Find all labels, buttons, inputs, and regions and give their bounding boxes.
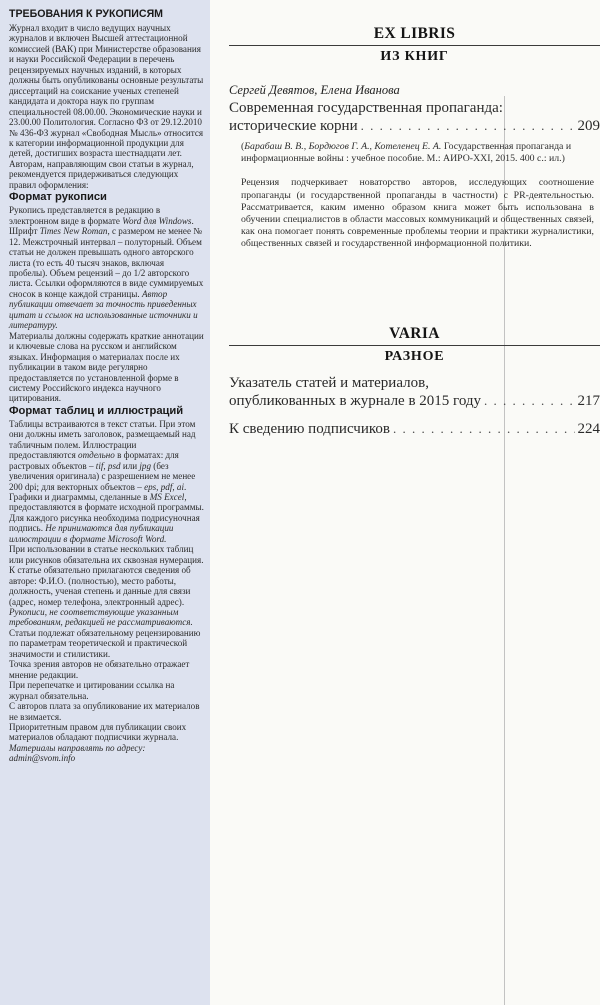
requirements-sidebar (0, 0, 210, 1005)
section-subtitle: ИЗ КНИГ (380, 49, 449, 64)
bibliographic-reference: (Барабаш В. В., Бордюгов Г. А., Котеленец Е. А. Государственная пропаганда и информационные войны : учебное пособие. М.: АИРО-XXI, 2015. 400 с.: ил.) (241, 141, 572, 165)
section-subtitle: РАЗНОЕ (384, 349, 445, 364)
entry-authors: Сергей Девятов, Елена Иванова (229, 83, 400, 97)
entry-title-line-1: Указатель статей и материалов, (229, 375, 429, 391)
dot-leader (393, 420, 575, 438)
contact-paragraph: Материалы направлять по адресу: admin@svom.info (9, 742, 146, 764)
author-info-paragraph: К статье обязательно прилагаются сведения об авторе: Ф.И.О. (полностью), место работы, должность, ученая степень и данные для связи (адрес, номер телефона, электронный адрес). (9, 565, 191, 607)
section-divider (229, 345, 600, 346)
toc-entry-index (229, 374, 600, 410)
reprint-paragraph: При перепечатке и цитировании ссылка на журнал обязательна. (9, 680, 175, 701)
toc-entry-subscribers (229, 420, 600, 438)
tables-heading: Формат таблиц и иллюстраций (9, 404, 184, 417)
review-annotation: Рецензия подчеркивает новаторство авторов, исследующих соотношение пропаганды (и государственной пропаганды в частности) с PR-деятельностью. Рассматривается, каким именно образом книга может быть использована в обучении специалистов в области массовых коммуникаций и общественных связей, как она помогает понять современные проблемы теории и практики журналистики, общественных связей и государственной информационной политики. (241, 177, 594, 250)
tables-paragraph-2: При использовании в статье нескольких таблиц или рисунков обязательна их сквозная нумерация. (9, 544, 204, 565)
page-number: 224 (577, 421, 600, 437)
entry-title-line-1: Современная государственная пропаганда: (229, 100, 503, 116)
tables-paragraph: Таблицы встраиваются в текст статьи. При этом они должны иметь заголовок, размещаемый над табличным полем. Иллюстрации предоставляются отдельно в форматах: для растровых объектов – tif, psd или jpg (без увеличения оригинала) с разрешением не менее 200 dpi; для векторных объектов – eps, pdf, ai. Графики и диаграммы, сделанные в MS Excel, предоставляются в формате исходной программы. Для каждого рисунка необходима подрисуночная подпись. Не принимаются для публикации иллюстрации в формате Microsoft Word. (9, 418, 204, 544)
entry-title-line-2: опубликованных в журнале в 2015 году . . . 217 (229, 392, 600, 410)
sidebar-title: ТРЕБОВАНИЯ К РУКОПИСЯМ (9, 8, 164, 20)
format-paragraph-2: Материалы должны содержать краткие аннотации и ключевые слова на русском и английском языках. Информация о материалах после их публикации в таком виде регулярно предоставляется по установленной форме в систему Российского индекса научного цитирования. (9, 330, 204, 404)
section-header-ex-libris (229, 24, 600, 65)
toc-entry-book-review (229, 82, 600, 251)
format-heading: Формат рукописи (9, 191, 107, 204)
sidebar-intro: Журнал входит в число ведущих научных журналов и включен Высшей аттестационной комиссией (ВАК) при Министерстве образования и науки Российской Федерации в перечень рецензируемых научных изданий, в которых должны быть опубликованы основные результаты диссертаций на соискание ученых степеней кандидата и доктора наук по группам специальностей 08.00.00. Экономические науки и 23.00.00 Политология. Согласно ФЗ от 29.12.2010 № 436-ФЗ журнал «Свободная Мысль» относится к категории информационной продукции для детей, достигших возраста шестнадцати лет. Авторам, направляющим свои статьи в журнал, рекомендуется придерживаться следующих правил оформления: (9, 23, 204, 190)
page-number: 209 (577, 118, 600, 134)
dot-leader (484, 392, 574, 410)
contents-main (229, 0, 600, 1005)
review-paragraph: Статьи подлежат обязательному рецензированию по параметрам теоретической и практической значимости и стилистики. (9, 627, 201, 659)
section-header-varia (229, 324, 600, 365)
section-title: VARIA (389, 325, 440, 342)
entry-title: К сведению подписчиков . . . 224 (229, 420, 600, 438)
dot-leader (361, 117, 575, 135)
opinion-paragraph: Точка зрения авторов не обязательно отражает мнение редакции. (9, 659, 190, 680)
section-divider (229, 45, 600, 46)
entry-title-line-2: исторические корни . . . 209 (229, 117, 600, 135)
rejection-paragraph: Рукописи, не соответствующие указанным требованиям, редакцией не рассматриваются. (9, 607, 193, 628)
format-paragraph: Рукопись представляется в редакцию в электронном виде в формате Word для Windows. Шрифт Times New Roman, с размером не менее № 12. Межстрочный интервал – полуторный. Объем статьи не должен превышать одного авторского листа (то есть 40 тысяч знаков, включая пробелы). Объем рецензий – до 1/2 авторского листа. Ссылки оформляются в виде суммируемых сносок в конце каждой страницы. Автор публикации отвечает за точность приведенных цитат и ссылок на использованные источники и литературу. (9, 205, 204, 331)
fee-paragraph: С авторов плата за опубликование их материалов не взимается. (9, 701, 200, 722)
page-number: 217 (577, 393, 600, 409)
priority-paragraph: Приоритетным правом для публикации своих материалов обладают подписчики журнала. (9, 722, 187, 743)
section-title: EX LIBRIS (373, 25, 456, 42)
